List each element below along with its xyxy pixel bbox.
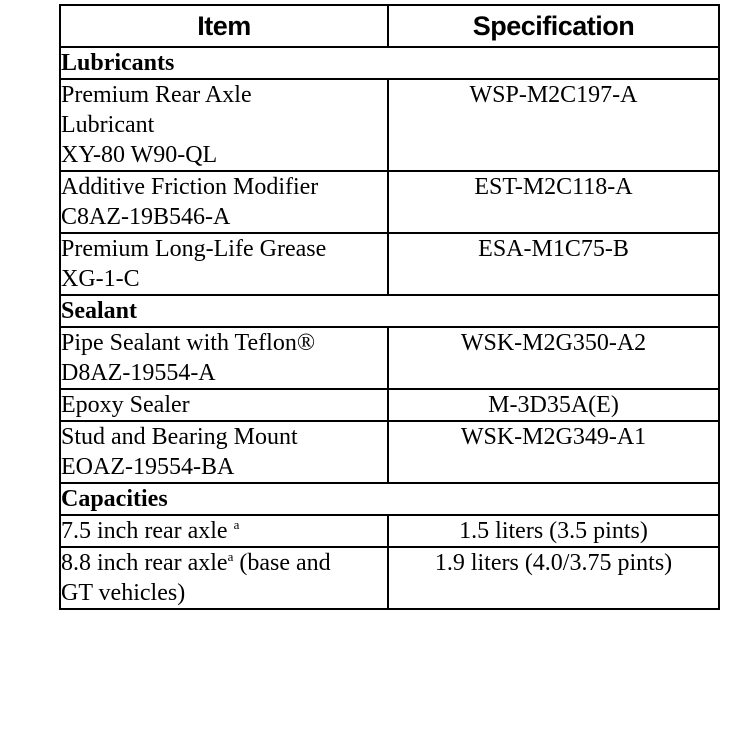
item-text: GT vehicles): [61, 580, 186, 606]
specification-cell: WSK-M2G350-A2: [388, 327, 719, 389]
item-text: Premium Rear Axle: [61, 82, 252, 108]
specification-table: [59, 4, 720, 610]
item-cell: [60, 547, 388, 609]
footnote-marker: a: [233, 517, 240, 532]
item-text: Premium Long-Life Grease: [61, 236, 327, 262]
specification-cell: WSP-M2C197-A: [388, 79, 719, 171]
item-text: Stud and Bearing Mount: [61, 424, 298, 450]
section-row: [60, 47, 719, 79]
section-row: [60, 483, 719, 515]
item-text: Lubricant: [61, 112, 155, 138]
item-text: 7.5 inch rear axle $^a$: [61, 517, 240, 544]
table-row: [60, 515, 719, 547]
table-row: [60, 421, 719, 483]
table-row: [60, 327, 719, 389]
item-cell: [60, 389, 388, 421]
table-row: [60, 171, 719, 233]
specification-cell: WSK-M2G349-A1: [388, 421, 719, 483]
table-row: [60, 79, 719, 171]
item-text: 8.8 inch rear axle$^a$ (base and: [61, 549, 331, 576]
item-text: D8AZ-19554-A: [61, 360, 216, 386]
item-text: Epoxy Sealer: [61, 392, 190, 418]
section-title-sealant: Sealant: [60, 295, 719, 327]
item-cell: [60, 515, 388, 547]
footnote-marker: a: [227, 549, 234, 564]
item-text: XY-80 W90-QL: [61, 142, 218, 168]
table-row: [60, 547, 719, 609]
column-header-specification: Specification: [388, 5, 719, 47]
specification-cell: 1.9 liters (4.0/3.75 pints): [388, 547, 719, 609]
item-cell: [60, 327, 388, 389]
item-cell: [60, 233, 388, 295]
table-row: [60, 389, 719, 421]
item-cell: [60, 171, 388, 233]
column-header-item: Item: [60, 5, 388, 47]
specification-cell: EST-M2C118-A: [388, 171, 719, 233]
specification-cell: ESA-M1C75-B: [388, 233, 719, 295]
item-cell: [60, 79, 388, 171]
item-text: C8AZ-19B546-A: [61, 204, 231, 230]
specification-cell: M-3D35A(E): [388, 389, 719, 421]
section-title-lubricants: Lubricants: [60, 47, 719, 79]
item-text: Additive Friction Modifier: [61, 174, 319, 200]
item-text: XG-1-C: [61, 266, 140, 292]
item-cell: [60, 421, 388, 483]
item-text: Pipe Sealant with Teflon®: [61, 330, 316, 356]
section-row: [60, 295, 719, 327]
item-text: EOAZ-19554-BA: [61, 454, 235, 480]
table-row: [60, 233, 719, 295]
section-title-capacities: Capacities: [60, 483, 719, 515]
specification-cell: 1.5 liters (3.5 pints): [388, 515, 719, 547]
spec-table-container: [59, 4, 718, 610]
header-row: [60, 5, 719, 47]
